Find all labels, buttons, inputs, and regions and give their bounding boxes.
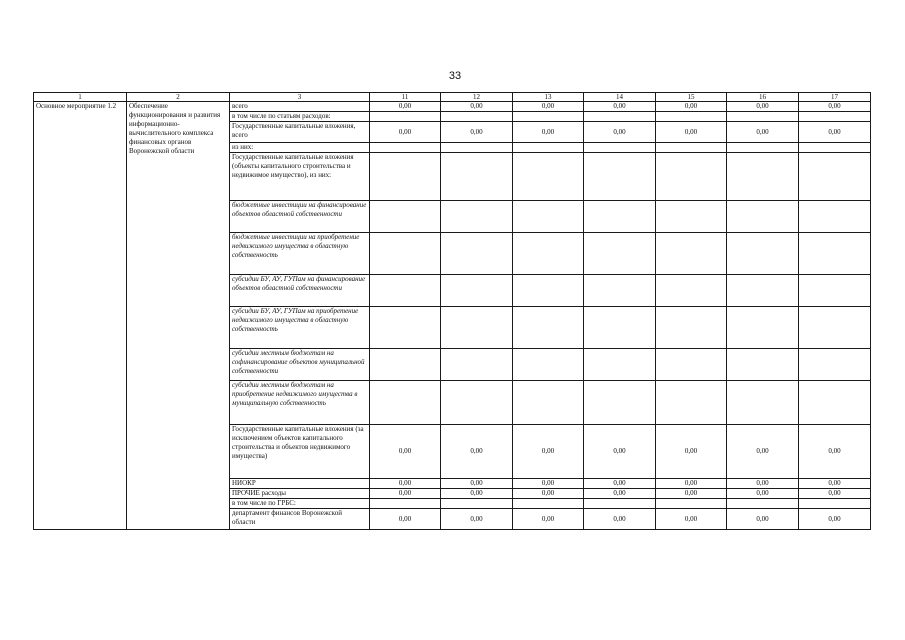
header-cell: 2 bbox=[127, 93, 230, 102]
value-cell bbox=[584, 349, 656, 381]
value-cell bbox=[370, 112, 441, 122]
value-cell bbox=[656, 307, 727, 349]
value-cell bbox=[513, 112, 584, 122]
value-cell bbox=[370, 275, 441, 307]
value-cell bbox=[799, 201, 871, 233]
value-cell: 0,00 bbox=[656, 122, 727, 143]
value-cell: 0,00 bbox=[727, 102, 799, 112]
page-number: 33 bbox=[448, 70, 462, 82]
value-cell: 0,00 bbox=[799, 489, 871, 499]
value-cell: 0,00 bbox=[727, 489, 799, 499]
value-cell bbox=[799, 349, 871, 381]
value-cell bbox=[656, 143, 727, 153]
row-label: бюджетные инвестиции на финансирование объектов областной собственности bbox=[230, 201, 370, 233]
value-cell bbox=[727, 153, 799, 201]
value-cell bbox=[799, 233, 871, 275]
value-cell bbox=[656, 275, 727, 307]
header-row bbox=[34, 93, 871, 102]
row-label: Государственные капитальные вложения (за исключением объектов капитального строительства и объектов недвижимого имущества) bbox=[230, 425, 370, 479]
value-cell bbox=[656, 233, 727, 275]
value-cell: 0,00 bbox=[799, 122, 871, 143]
value-cell bbox=[513, 349, 584, 381]
value-cell: 0,00 bbox=[584, 102, 656, 112]
value-cell bbox=[441, 233, 513, 275]
value-cell bbox=[799, 307, 871, 349]
value-cell bbox=[441, 112, 513, 122]
table-row bbox=[34, 102, 871, 112]
value-cell bbox=[727, 275, 799, 307]
value-cell: 0,00 bbox=[727, 122, 799, 143]
value-cell: 0,00 bbox=[513, 489, 584, 499]
value-cell: 0,00 bbox=[370, 479, 441, 489]
value-cell: 0,00 bbox=[513, 102, 584, 112]
value-cell bbox=[370, 201, 441, 233]
value-cell bbox=[656, 349, 727, 381]
value-cell bbox=[513, 153, 584, 201]
row-label: Государственные капитальные вложения (объекты капитального строительства и недвижимое имущество), из них: bbox=[230, 153, 370, 201]
value-cell: 0,00 bbox=[656, 489, 727, 499]
value-cell bbox=[727, 233, 799, 275]
value-cell: 0,00 bbox=[441, 489, 513, 499]
value-cell: 0,00 bbox=[370, 425, 441, 479]
value-cell: 0,00 bbox=[656, 479, 727, 489]
value-cell: 0,00 bbox=[727, 425, 799, 479]
header-cell: 11 bbox=[370, 93, 441, 102]
header-cell: 15 bbox=[656, 93, 727, 102]
value-cell bbox=[370, 307, 441, 349]
value-cell: 0,00 bbox=[799, 102, 871, 112]
value-cell bbox=[799, 143, 871, 153]
header-cell: 17 bbox=[799, 93, 871, 102]
value-cell: 0,00 bbox=[370, 509, 441, 530]
event-description-cell: Обеспечение функционирования и развития информационно-вычислительного комплекса финансовых органов Воронежской области bbox=[127, 102, 230, 530]
value-cell: 0,00 bbox=[584, 509, 656, 530]
value-cell bbox=[370, 143, 441, 153]
value-cell bbox=[727, 143, 799, 153]
value-cell bbox=[441, 201, 513, 233]
value-cell bbox=[584, 153, 656, 201]
value-cell: 0,00 bbox=[799, 509, 871, 530]
value-cell: 0,00 bbox=[441, 425, 513, 479]
value-cell bbox=[656, 499, 727, 509]
value-cell: 0,00 bbox=[584, 425, 656, 479]
row-label: Государственные капитальные вложения, всего bbox=[230, 122, 370, 143]
header-cell: 14 bbox=[584, 93, 656, 102]
value-cell bbox=[727, 349, 799, 381]
value-cell: 0,00 bbox=[656, 509, 727, 530]
value-cell: 0,00 bbox=[513, 509, 584, 530]
value-cell bbox=[370, 233, 441, 275]
value-cell bbox=[441, 307, 513, 349]
value-cell bbox=[584, 499, 656, 509]
value-cell bbox=[513, 143, 584, 153]
value-cell bbox=[441, 153, 513, 201]
row-label: субсидии БУ, АУ, ГУПам на приобретение недвижимого имущества в областную собственность bbox=[230, 307, 370, 349]
header-cell: 3 bbox=[230, 93, 370, 102]
value-cell: 0,00 bbox=[656, 102, 727, 112]
value-cell bbox=[370, 349, 441, 381]
value-cell bbox=[799, 275, 871, 307]
value-cell: 0,00 bbox=[370, 102, 441, 112]
value-cell: 0,00 bbox=[441, 479, 513, 489]
value-cell bbox=[584, 307, 656, 349]
value-cell bbox=[727, 499, 799, 509]
value-cell bbox=[441, 349, 513, 381]
row-label: в том числе по ГРБС: bbox=[230, 499, 370, 509]
header-cell: 1 bbox=[34, 93, 127, 102]
value-cell: 0,00 bbox=[584, 479, 656, 489]
value-cell: 0,00 bbox=[441, 509, 513, 530]
value-cell: 0,00 bbox=[513, 122, 584, 143]
row-label: департамент финансов Воронежской области bbox=[230, 509, 370, 530]
header-cell: 12 bbox=[441, 93, 513, 102]
row-label: из них: bbox=[230, 143, 370, 153]
row-label: ПРОЧИЕ расходы bbox=[230, 489, 370, 499]
value-cell: 0,00 bbox=[370, 122, 441, 143]
value-cell bbox=[584, 143, 656, 153]
value-cell bbox=[656, 201, 727, 233]
row-label: субсидии местным бюджетам на софинансирование объектов муниципальной собственности bbox=[230, 349, 370, 381]
value-cell: 0,00 bbox=[799, 479, 871, 489]
row-label: субсидии местным бюджетам на приобретение недвижимого имущества в муниципальную собственность bbox=[230, 381, 370, 425]
value-cell bbox=[584, 275, 656, 307]
value-cell bbox=[727, 307, 799, 349]
value-cell bbox=[513, 307, 584, 349]
value-cell bbox=[513, 381, 584, 425]
value-cell bbox=[513, 275, 584, 307]
value-cell bbox=[799, 499, 871, 509]
value-cell bbox=[656, 112, 727, 122]
row-label: в том числе по статьям расходов: bbox=[230, 112, 370, 122]
value-cell: 0,00 bbox=[370, 489, 441, 499]
value-cell bbox=[441, 499, 513, 509]
value-cell bbox=[370, 499, 441, 509]
row-label: бюджетные инвестиции на приобретение недвижимого имущества в областную собственность bbox=[230, 233, 370, 275]
value-cell bbox=[370, 153, 441, 201]
value-cell bbox=[584, 233, 656, 275]
value-cell: 0,00 bbox=[584, 122, 656, 143]
value-cell bbox=[727, 112, 799, 122]
value-cell bbox=[584, 112, 656, 122]
value-cell bbox=[727, 201, 799, 233]
value-cell bbox=[584, 201, 656, 233]
value-cell bbox=[513, 233, 584, 275]
row-label: НИОКР bbox=[230, 479, 370, 489]
budget-table bbox=[33, 92, 871, 530]
value-cell bbox=[656, 153, 727, 201]
event-name-cell: Основное мероприятие 1.2 bbox=[34, 102, 127, 530]
value-cell: 0,00 bbox=[513, 425, 584, 479]
value-cell: 0,00 bbox=[441, 102, 513, 112]
value-cell bbox=[513, 499, 584, 509]
value-cell bbox=[441, 381, 513, 425]
value-cell bbox=[799, 153, 871, 201]
value-cell: 0,00 bbox=[513, 479, 584, 489]
value-cell bbox=[584, 381, 656, 425]
header-cell: 16 bbox=[727, 93, 799, 102]
value-cell bbox=[441, 143, 513, 153]
value-cell: 0,00 bbox=[584, 489, 656, 499]
row-label: всего bbox=[230, 102, 370, 112]
value-cell bbox=[656, 381, 727, 425]
value-cell bbox=[441, 275, 513, 307]
row-label: субсидии БУ, АУ, ГУПам на финансирование объектов областной собственности bbox=[230, 275, 370, 307]
value-cell: 0,00 bbox=[727, 509, 799, 530]
value-cell bbox=[727, 381, 799, 425]
header-cell: 13 bbox=[513, 93, 584, 102]
value-cell bbox=[799, 381, 871, 425]
value-cell: 0,00 bbox=[799, 425, 871, 479]
value-cell: 0,00 bbox=[441, 122, 513, 143]
value-cell: 0,00 bbox=[656, 425, 727, 479]
value-cell bbox=[370, 381, 441, 425]
value-cell bbox=[513, 201, 584, 233]
value-cell bbox=[799, 112, 871, 122]
value-cell: 0,00 bbox=[727, 479, 799, 489]
